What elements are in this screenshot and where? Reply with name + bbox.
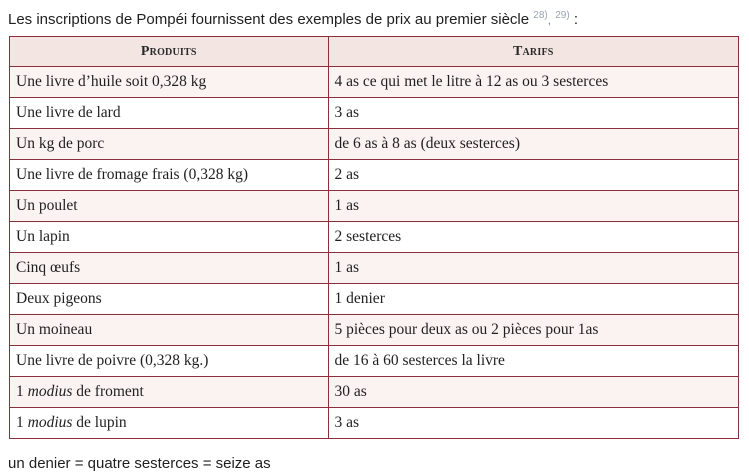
product-suffix: de lupin [76,414,127,431]
price-cell: 3 as [328,408,739,439]
product-cell: Une livre de poivre (0,328 kg.) [10,346,329,377]
product-cell: Deux pigeons [10,284,329,315]
table-row [10,160,739,191]
table-row [10,222,739,253]
product-cell: Un kg de porc [10,129,329,160]
table-row [10,284,739,315]
price-cell: 2 as [328,160,739,191]
product-prefix: 1 [16,414,24,431]
price-cell: 5 pièces pour deux as ou 2 pièces pour 1as [328,315,739,346]
price-cell: 1 denier [328,284,739,315]
table-row [10,377,739,408]
footnote-separator: , [547,13,552,27]
product-cell [10,408,329,439]
product-suffix: de froment [76,383,144,400]
table-row [10,408,739,439]
product-cell: Une livre d’huile soit 0,328 kg [10,67,329,98]
product-cell: Un lapin [10,222,329,253]
header-tarifs: Tarifs [328,37,739,67]
intro-text: Les inscriptions de Pompéi fournissent des exemples de prix au premier siècle [8,11,530,28]
product-cell: Un poulet [10,191,329,222]
prices-table [9,36,739,439]
price-cell: 1 as [328,191,739,222]
product-italic-term: modius [27,383,73,400]
footnote-ref-28[interactable]: 28) [533,10,548,21]
table-row [10,67,739,98]
table-row [10,346,739,377]
table-row [10,315,739,346]
footnote-ref-29[interactable]: 29) [555,10,570,21]
table-row [10,98,739,129]
table-header-row [10,37,739,67]
product-cell: Un moineau [10,315,329,346]
table-row [10,191,739,222]
price-cell: 30 as [328,377,739,408]
intro-colon: : [573,11,579,28]
price-cell: 3 as [328,98,739,129]
product-cell [10,377,329,408]
product-cell: Cinq œufs [10,253,329,284]
price-cell: de 6 as à 8 as (deux sesterces) [328,129,739,160]
table-row [10,253,739,284]
product-prefix: 1 [16,383,24,400]
price-cell: de 16 à 60 sesterces la livre [328,346,739,377]
header-produits: Produits [10,37,329,67]
product-cell: Une livre de fromage frais (0,328 kg) [10,160,329,191]
price-cell: 4 as ce qui met le litre à 12 as ou 3 sesterces [328,67,739,98]
price-cell: 2 sesterces [328,222,739,253]
table-row [10,129,739,160]
intro-paragraph [8,6,578,30]
price-cell: 1 as [328,253,739,284]
product-cell: Une livre de lard [10,98,329,129]
conversion-note: un denier = quatre sesterces = seize as [8,455,271,472]
product-italic-term: modius [27,414,73,431]
